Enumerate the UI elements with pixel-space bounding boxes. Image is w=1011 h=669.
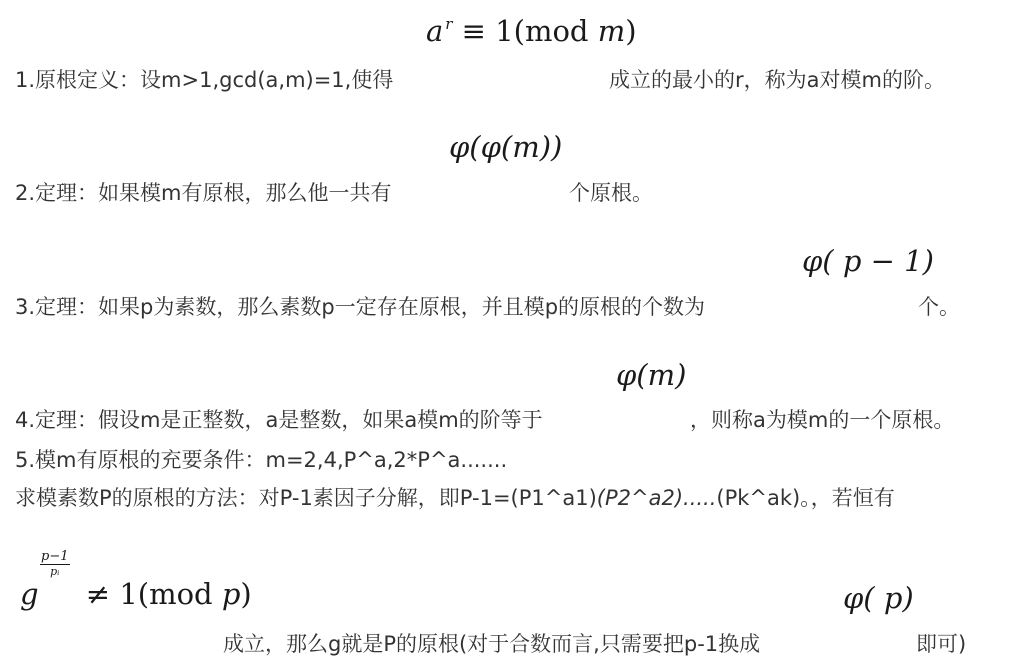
formula-close-paren-2: ) <box>240 577 252 611</box>
formula-phi-m: φ(m) <box>616 358 687 392</box>
method-line <box>15 488 895 509</box>
formula-var-p: p <box>221 577 241 611</box>
formula-var-a: a <box>426 14 444 48</box>
formula-var-g: g <box>20 577 39 611</box>
formula-var-m: m <box>597 14 626 48</box>
conclusion-part2: 即可) <box>916 632 967 656</box>
method-text-part3: (Pk^ak)。，若恒有 <box>716 486 895 510</box>
theorem-prime-part2: 个。 <box>918 295 960 319</box>
method-text-part1: 求模素数P的原根的方法：对P-1素因子分解，即P-1=(P1^a1) <box>15 486 597 510</box>
formula-congruence-text: ≡ 1(mod <box>452 14 598 48</box>
theorem-definition-part2: ，则称a为模m的一个原根。 <box>690 408 955 432</box>
formula-order-congruence <box>426 14 637 48</box>
formula-not-congruent-text: ≠ 1(mod <box>76 577 222 611</box>
formula-close-paren: ) <box>625 14 637 48</box>
theorem-prime-part1: 3.定理：如果p为素数，那么素数p一定存在原根，并且模p的原根的个数为 <box>15 295 706 319</box>
fraction-denominator: pᵢ <box>50 565 60 578</box>
condition-existence: 5.模m有原根的充要条件：m=2,4,P^a,2*P^a....... <box>15 448 508 472</box>
conclusion-part1: 成立，那么g就是P的原根(对于合数而言,只需要把p-1换成 <box>223 632 761 656</box>
definition-primitive-root-part2: 成立的最小的r，称为a对模m的阶。 <box>609 68 945 92</box>
formula-phi-p: φ( p) <box>843 581 914 615</box>
formula-exponent-fraction <box>40 550 70 577</box>
formula-exp-r: r <box>445 15 453 33</box>
fraction-numerator: p−1 <box>41 549 69 564</box>
formula-phi-phi-m: φ(φ(m)) <box>449 130 563 164</box>
theorem-definition-part1: 4.定理：假设m是正整数，a是整数，如果a模m的阶等于 <box>15 408 543 432</box>
theorem-count-part1: 2.定理：如果模m有原根，那么他一共有 <box>15 181 392 205</box>
formula-g-not-congruent <box>20 577 252 611</box>
definition-primitive-root-part1: 1.原根定义：设m>1,gcd(a,m)=1,使得 <box>15 68 394 92</box>
formula-phi-p-minus-1: φ( p − 1) <box>802 244 934 278</box>
theorem-count-part2: 个原根。 <box>569 181 653 205</box>
method-text-italic: (P2^a2)..... <box>596 486 717 510</box>
